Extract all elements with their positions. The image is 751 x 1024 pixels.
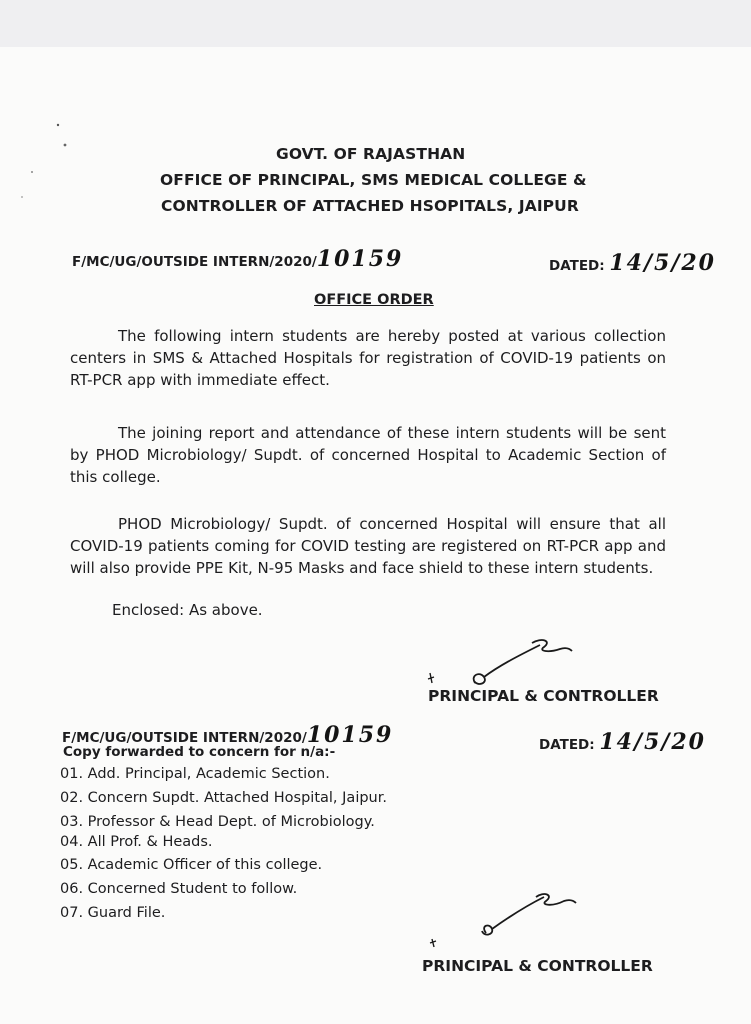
paragraph-1 — [70, 325, 666, 391]
copy-item: 04. All Prof. & Heads. — [60, 834, 213, 850]
copy-item: 06. Concerned Student to follow. — [60, 881, 298, 897]
order-ref-prefix: F/MC/UG/OUTSIDE INTERN/2020/ — [72, 254, 317, 270]
copy-ref-prefix: F/MC/UG/OUTSIDE INTERN/2020/ — [62, 730, 307, 746]
copy-item: 05. Academic Officer of this college. — [60, 857, 323, 873]
copy-dated-label: DATED: — [539, 737, 595, 753]
signatory-2: PRINCIPAL & CONTROLLER — [422, 957, 653, 975]
paragraph-3-text: PHOD Microbiology/ Supdt. of concerned Hospital will ensure that all COVID-19 patients coming for COVID testing are registered on RT-PCR app and will also provide PPE Kit, N-95 Masks and face shield to these intern students. — [70, 515, 666, 577]
order-dated-label: DATED: — [549, 258, 605, 274]
signature-1 — [420, 635, 590, 695]
signatory-1: PRINCIPAL & CONTROLLER — [428, 687, 659, 705]
header-line-2: OFFICE OF PRINCIPAL, SMS MEDICAL COLLEGE & — [160, 171, 587, 189]
copy-item: 01. Add. Principal, Academic Section. — [60, 766, 330, 782]
header-line-1: GOVT. OF RAJASTHAN — [276, 145, 466, 163]
enclosed-note: Enclosed: As above. — [112, 601, 263, 619]
order-ref-number: 10159 — [316, 246, 404, 272]
paragraph-2 — [70, 422, 666, 488]
copy-item: 07. Guard File. — [60, 905, 166, 921]
copy-dated-value: 14/5/20 — [599, 729, 706, 755]
order-reference — [72, 246, 403, 272]
copy-item: 03. Professor & Head Dept. of Microbiology. — [60, 814, 375, 830]
copy-ref-number: 10159 — [306, 722, 394, 748]
top-bar — [0, 0, 751, 47]
copy-intro: Copy forwarded to concern for n/a:- — [63, 744, 336, 760]
copy-item: 02. Concern Supdt. Attached Hospital, Jaipur. — [60, 790, 387, 806]
header-line-3: CONTROLLER OF ATTACHED HSOPITALS, JAIPUR — [161, 197, 579, 215]
signature-2 — [420, 891, 590, 951]
order-date — [549, 250, 716, 276]
paragraph-2-text: The joining report and attendance of these intern students will be sent by PHOD Microbiology/ Supdt. of concerned Hospital to Academic Section of this college. — [70, 424, 666, 486]
copy-date — [539, 729, 706, 755]
document-page — [0, 47, 751, 1024]
office-order-title: OFFICE ORDER — [314, 292, 434, 308]
order-dated-value: 14/5/20 — [609, 250, 716, 276]
scan-specks — [10, 117, 70, 207]
paragraph-3 — [70, 513, 666, 579]
paragraph-1-text: The following intern students are hereby posted at various collection centers in SMS & Attached Hospitals for registration of COVID-19 patients on RT-PCR app with immediate effect. — [70, 327, 666, 389]
